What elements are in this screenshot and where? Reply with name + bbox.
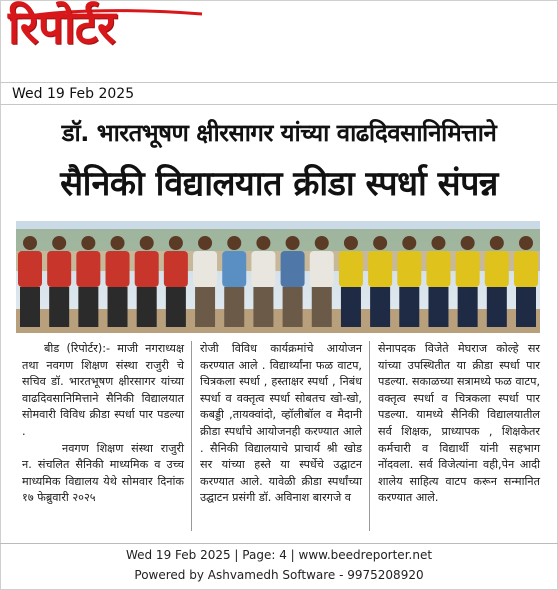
footer-page-info[interactable]: Wed 19 Feb 2025 | Page: 4 | www.beedreporter.net bbox=[125, 548, 433, 562]
date-divider bbox=[0, 104, 558, 105]
column-divider bbox=[191, 341, 192, 531]
article-column-1 bbox=[22, 341, 184, 507]
footer-divider bbox=[0, 543, 558, 544]
column-1-paragraph-2: नवगण शिक्षण संस्था राजुरी न. संचलित सैनिकी माध्यमिक व उच्च माध्यमिक विद्यालय येथे सोमवार दिनांक १७ फेब्रुवारी २०२५ bbox=[22, 441, 184, 505]
headline-secondary: सैनिकी विद्यालयात क्रीडा स्पर्धा संपन्न bbox=[60, 164, 498, 204]
footer-credits: Powered by Ashvamedh Software - 9975208920 bbox=[134, 568, 424, 582]
column-3-paragraph-1: सेनापदक विजेते मेघराज कोल्हे सर यांच्या उपस्थितीत या क्रीडा स्पर्धा पार पडल्या. सकाळच्या सत्रामध्ये फळ वाटप, वक्तृत्व स्पर्धा व चित्रकला स्पर्धा पार पडल्या. यामध्ये सैनिकी विद्यालयातील सर्व शिक्षक, प्राध्यापक , शिक्षकेतर कर्मचारी व विद्यार्थी यांनी सहभाग नोंदवला. सर्व विजेत्यांना वही,पेन आदी शालेय साहित्य वाटप करून सन्मानित करण्यात आले. bbox=[378, 342, 540, 505]
masthead bbox=[0, 0, 558, 82]
group-photo-image bbox=[16, 221, 540, 333]
logo[interactable]: रिपोर्टर bbox=[8, 0, 115, 54]
article-column-2 bbox=[200, 341, 362, 507]
edition-date: Wed 19 Feb 2025 bbox=[12, 86, 135, 102]
column-divider bbox=[369, 341, 370, 531]
headline-primary: डॉ. भारतभूषण क्षीरसागर यांच्या वाढदिवसानिमित्ताने bbox=[61, 119, 497, 147]
article-column-3 bbox=[378, 341, 540, 507]
masthead-divider bbox=[0, 82, 558, 83]
article-photo bbox=[16, 221, 540, 333]
column-2-paragraph-1: रोजी विविध कार्यक्रमांचे आयोजन करण्यात आले . विद्यार्थ्यांना फळ वाटप, चित्रकला स्पर्धा , हस्ताक्षर स्पर्धा , निबंध स्पर्धा व वक्तृत्व स्पर्धा सोबतच खो-खो, कबड्डी ,तायक्वांदो, व्हॉलीबॉल व मैदानी क्रीडा स्पर्धांचे आयोजनही करण्यात आले . सैनिकी विद्यालयाचे प्राचार्य श्री खोड सर यांच्या हस्ते या स्पर्धेचे उद्घाटन करण्यात आले. यावेळी क्रीडा स्पर्धांच्या उद्घाटन प्रसंगी डॉ. अविनाश बारगजे व bbox=[200, 342, 362, 505]
column-1-paragraph-1: बीड (रिपोर्टर):- माजी नगराध्यक्ष तथा नवगण शिक्षण संस्था राजुरी चे सचिव डॉ. भारतभूषण क्षीरसागर यांच्या वाढदिवसानिमित्ताने सैनिकी विद्यालयात सोमवारी विविध क्रीडा स्पर्धा पार पडल्या . bbox=[22, 342, 184, 438]
